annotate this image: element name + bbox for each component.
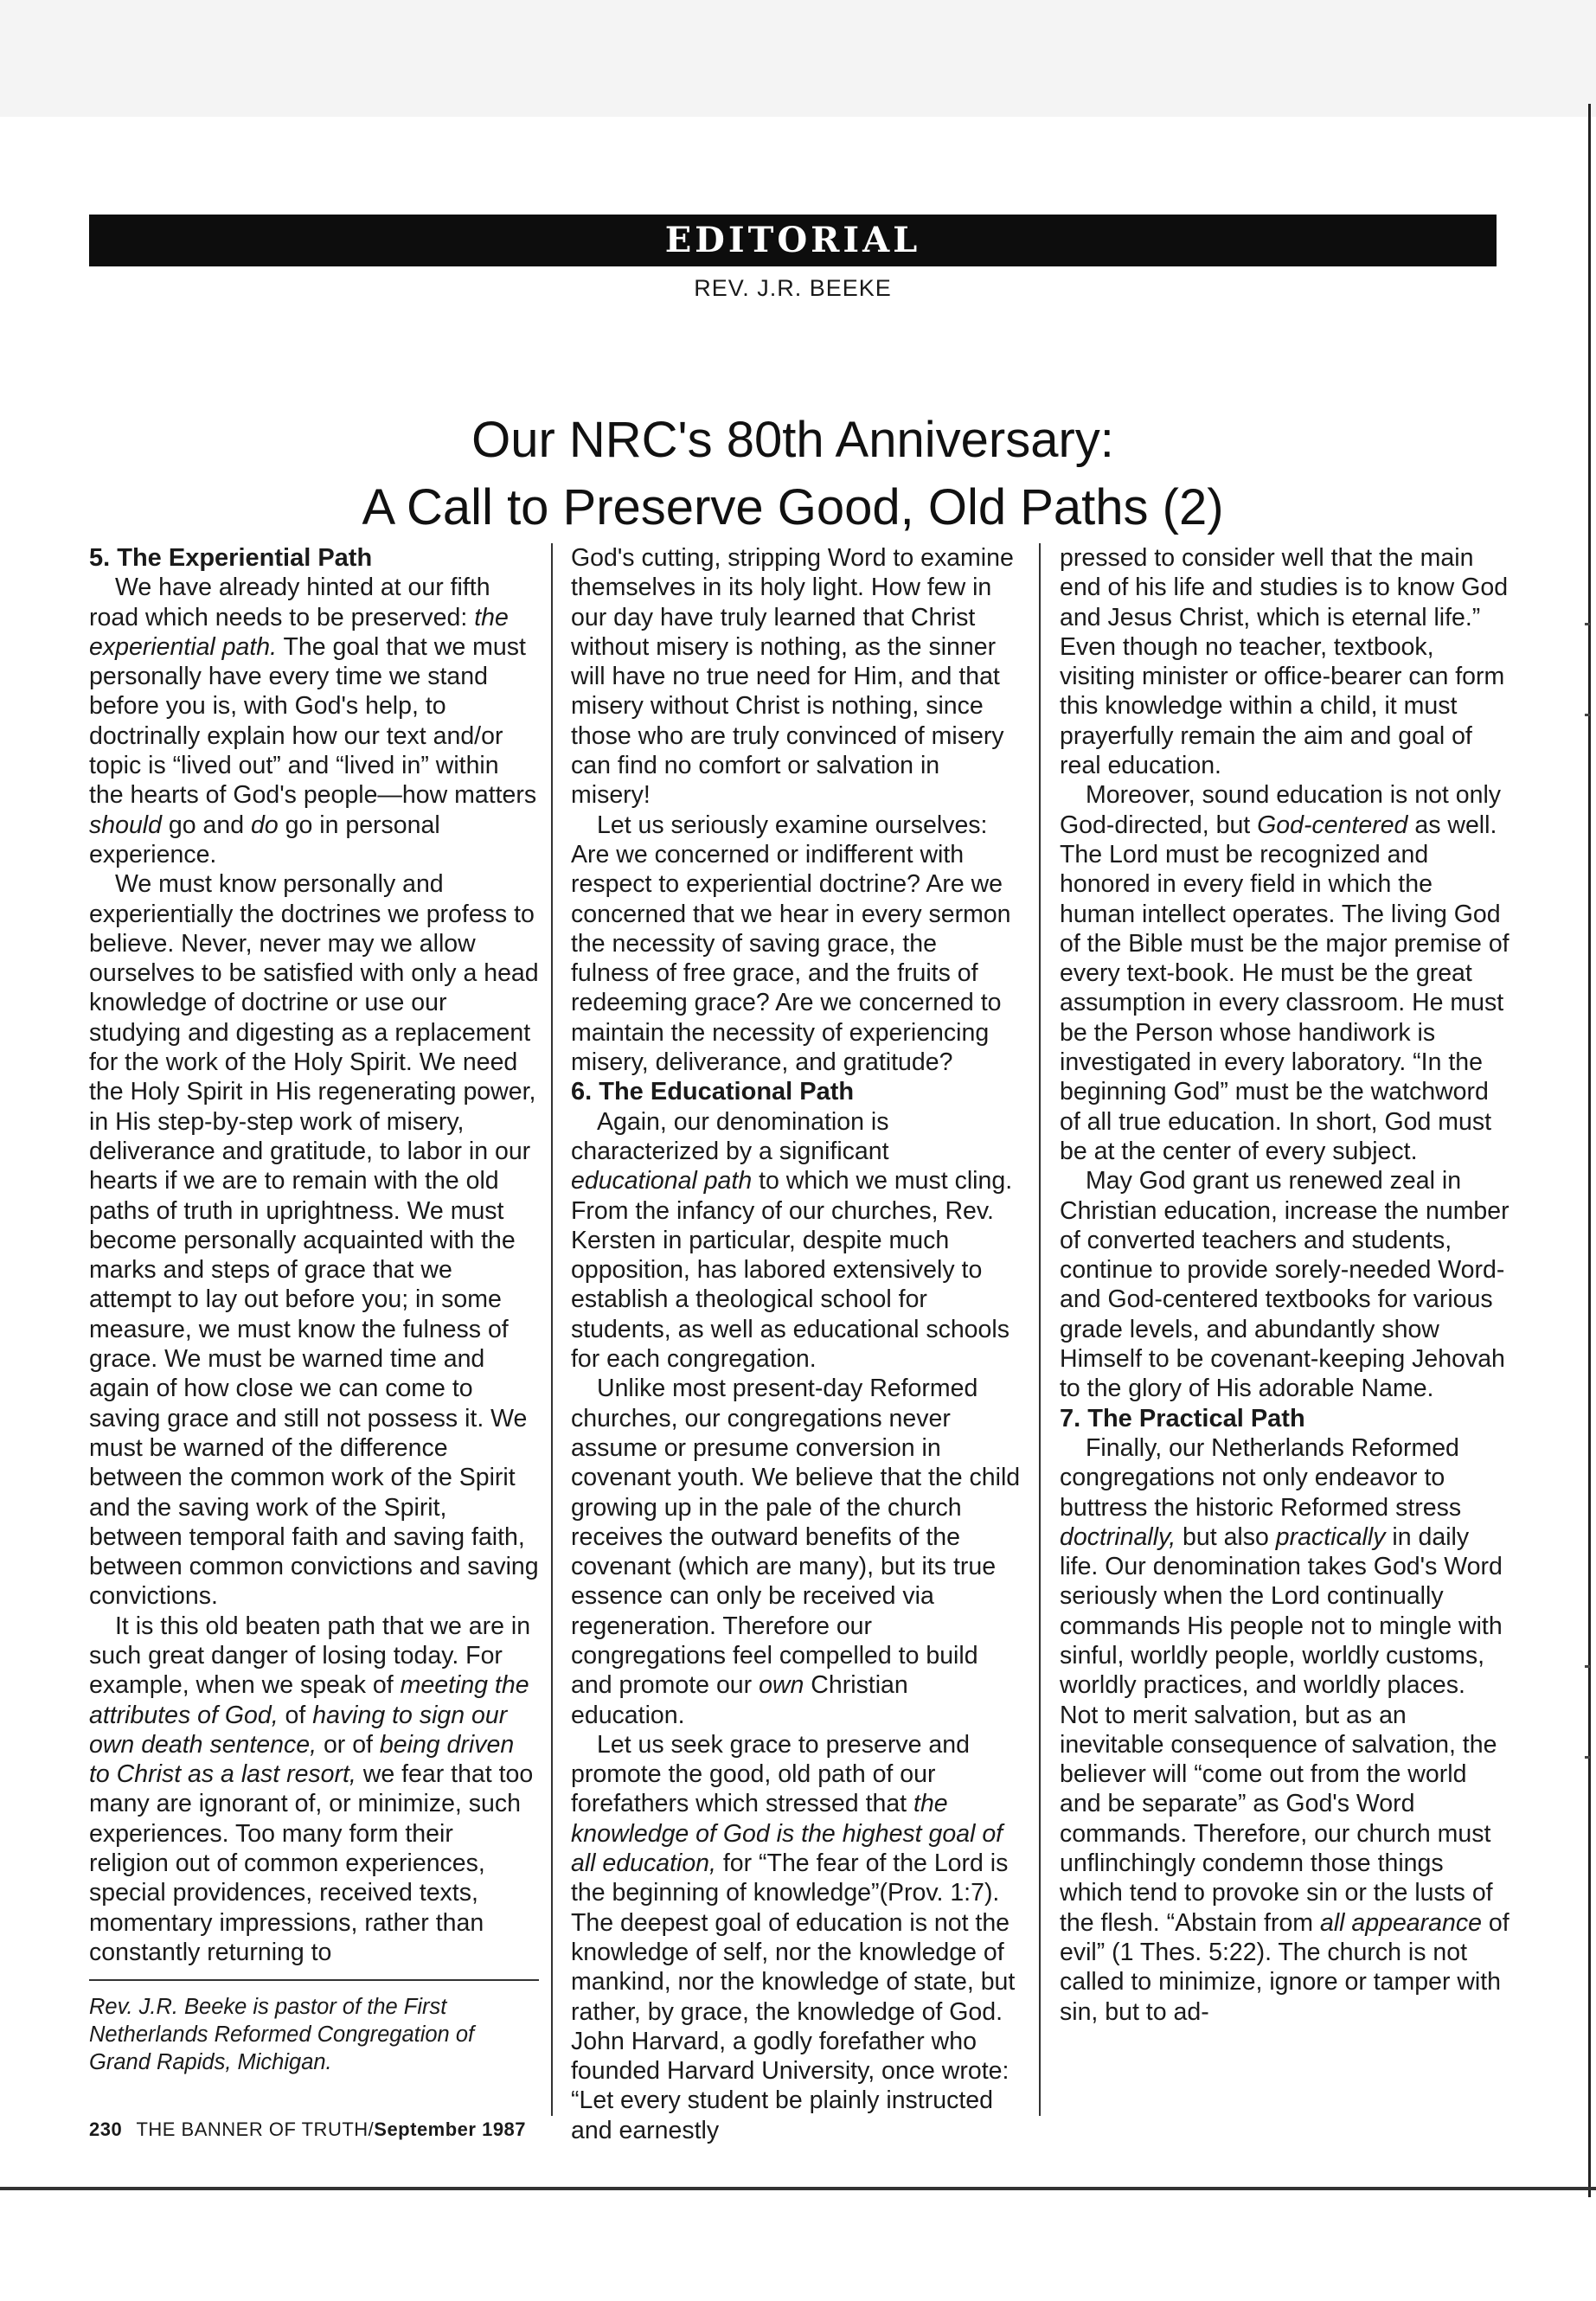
paragraph: May God grant us renewed zeal in Christian education, increase the number of converted teachers and students, continue to provide sorely-needed Word- and God-centered textbooks for various grade levels, and abundantly show Himself to be covenant-keeping Jehovah to the glory of His adorable Name. [1060,1167,1509,1403]
page-edge [1588,104,1591,2197]
title-line-1: Our NRC's 80th Anniversary: [471,412,1114,468]
paragraph: God's cutting, stripping Word to examine themselves in its holy light. How few in our day have truly learned that Christ without misery is nothing, as the sinner will have no true need for Him, and that misery without Christ is nothing, since those who are truly convinced of misery can find no comfort or salvation in misery! [571,544,1014,810]
scan-mark [1585,623,1590,625]
section-banner: EDITORIAL [89,215,1497,266]
paragraph: Unlike most present-day Reformed churches, our congregations never assume or presume conversion in covenant youth. We believe that the child growing up in the pale of the church receives the outward benefits of the covenant (which are many), but its true essence can only be received via regeneration. Therefore our congregations feel compelled to build and promote our own Christian education. [571,1375,1021,1729]
paragraph: Let us seek grace to preserve and promote the good, old path of our forefathers which stressed that the knowledge of God is the highest goal of all education, for “The fear of the Lord is the beginning of knowledge”(Prov. 1:7). The deepest goal of education is not the knowledge of self, nor the knowledge of mankind, nor the knowledge of state, but rather, by grace, the knowledge of God. John Harvard, a godly forefather who founded Harvard University, once wrote: “Let every student be plainly instructed and earnestly [571,1730,1016,2144]
page-number: 230 [89,2118,123,2140]
section-heading: 6. The Educational Path [571,1078,855,1106]
column-divider [1039,543,1041,2116]
page-footer [89,2118,695,2141]
section-heading: 5. The Experiential Path [89,544,373,572]
paragraph: Moreover, sound education is not only God-directed, but God-centered as well. The Lord must be recognized and honored in every field in which the human intellect operates. The living God of the Bible must be the major premise of every text-book. He must be the great assumption in every classroom. He must be the Person whose handiwork is investigated in every laboratory. “In the beginning God” must be the watchword of all true education. In short, God must be at the center of every subject. [1060,781,1509,1165]
paragraph: Finally, our Netherlands Reformed congregations not only endeavor to buttress the historic Reformed stress doctrinally, but also practically in daily life. Our denomination takes God's Word seriously when the Lord continually commands His people not to mingle with sinful, worldly people, worldly customs, worldly practices, and worldly places. Not to merit salvation, but as an inevitable consequence of salvation, the believer will “come out from the world and be separate” as God's Word commands. Therefore, our church must unflinchingly condemn those things which tend to provoke sin or the lusts of the flesh. “Abstain from all appearance of evil” (1 Thes. 5:22). The church is not called to minimize, ignore or tamper with sin, but to ad- [1060,1433,1509,2026]
paragraph: Let us seriously examine ourselves: Are we concerned or indifferent with respect to experiential doctrine? Are we concerned that we hear in every sermon the necessity of saving grace, the fulness of free grace, and the fruits of redeeming grace? Are we concerned to maintain the necessity of experiencing misery, deliverance, and gratitude? [571,811,1011,1077]
paragraph: It is this old beaten path that we are in such great danger of losing today. For example, when we speak of meeting the attributes of God, of having to sign our own death sentence, or of being driven to Christ as a last resort, we fear that too many are ignorant of, or minimize, such experiences. Too many form their religion out of common experiences, special providences, received texts, momentary impressions, rather than constantly returning to [89,1612,534,1966]
paragraph: pressed to consider well that the main end of his life and studies is to know God and Jesus Christ, which is eternal life.” Even though no teacher, textbook, visiting minister or office-bearer can form this knowledge within a child, it must prayerfully remain the aim and goal of real education. [1060,544,1509,780]
scan-margin [0,0,1596,117]
paragraph: We have already hinted at our fifth road which needs to be preserved: the experiential path. The goal that we must personally have every time we stand before you is, with God's help, to doctrinally explain how our text and/or topic is “lived out” and “lived in” within the hearts of God's people—how matters should go and do go in personal experience. [89,574,537,868]
paragraph: We must know personally and experientially the doctrines we profess to believe. Never, never may we allow ourselves to be satisfied with only a head knowledge of doctrine or use our studying and digesting as a replacement for the work of the Holy Spirit. We need the Holy Spirit in His regenerating power, in His step-by-step work of misery, deliverance and gratitude, to labor in our hearts if we are to remain with the old paths of truth in uprightness. We must become personally acquainted with the marks and steps of grace that we attempt to lay out before you; in some measure, we must know the fulness of grace. We must be warned time and again of how close we can come to saving grace and still not possess it. We must be warned of the difference between the common work of the Spirit and the saving work of the Spirit, between temporal faith and saving faith, between common convictions and saving convictions. [89,870,539,1611]
column-divider [551,543,553,2116]
publication-name: THE BANNER OF TRUTH/ [136,2118,375,2140]
column-2 [571,543,1021,2145]
author-footnote: Rev. J.R. Beeke is pastor of the First Netherlands Reformed Congregation of Grand Rapids, Michigan. [89,1995,475,2075]
page-title [89,407,1497,542]
scan-mark [1585,1665,1590,1668]
column-3 [1060,543,1509,2027]
scan-mark [1585,1756,1590,1759]
page-edge-bottom [0,2187,1596,2190]
column-1 [89,543,539,2076]
paragraph: Again, our denomination is characterized by a significant educational path to which we must cling. From the infancy of our churches, Rev. Kersten in particular, despite much opposition, has labored extensively to establish a theological school for students, as well as educational schools for each congregation. [571,1107,1013,1374]
title-line-2: A Call to Preserve Good, Old Paths (2) [362,479,1224,535]
issue-date: September 1987 [374,2118,527,2140]
footnote-divider [89,1979,539,1981]
author-byline: REV. J.R. BEEKE [694,275,892,301]
scan-mark [1585,714,1590,716]
section-heading: 7. The Practical Path [1060,1404,1305,1433]
